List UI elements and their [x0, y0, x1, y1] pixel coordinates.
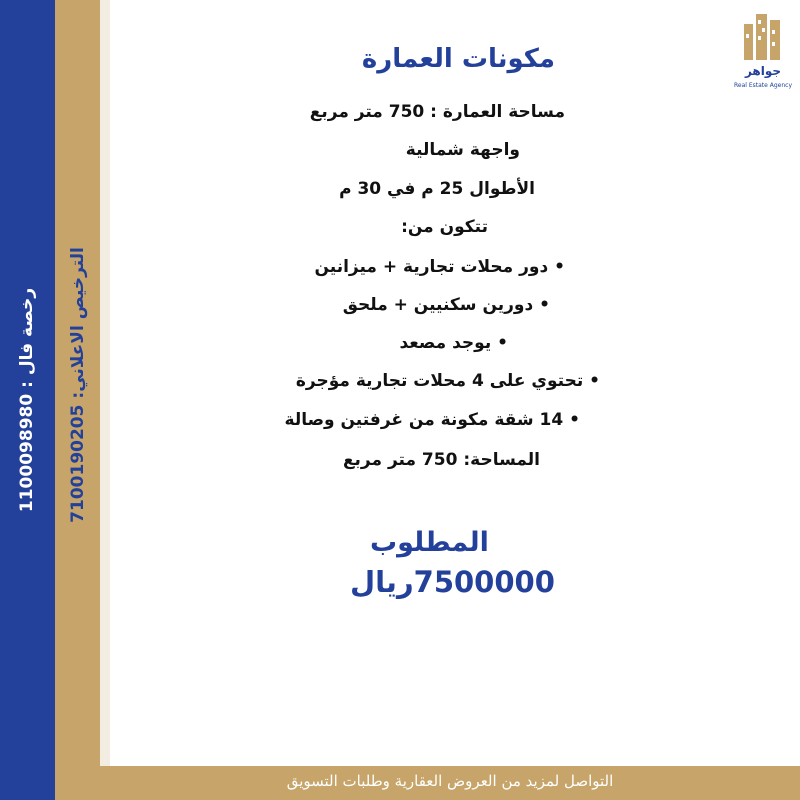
footer-text: التواصل لمزيد من العروض العقارية وطلبات التسويق	[286, 772, 614, 790]
detail-line: • يوجد مصعد	[399, 333, 508, 353]
detail-line: • دورين سكنيين + ملحق	[342, 295, 550, 315]
side-strip-blue	[0, 0, 55, 800]
detail-line: • تحتوي على 4 محلات تجارية مؤجرة	[295, 371, 600, 391]
fal-license-text: رخصة فال : 1100098980	[17, 287, 37, 513]
detail-line: تتكون من:	[401, 217, 488, 237]
detail-line: المساحة: 750 متر مربع	[342, 450, 540, 470]
side-strip-gold	[55, 0, 100, 800]
side-strip-inner	[100, 0, 110, 800]
footer-bar	[100, 766, 800, 800]
logo-name-en: Real Estate Agency	[734, 82, 792, 89]
detail-line: واجهة شمالية	[405, 140, 520, 160]
price-label: المطلوب	[370, 527, 489, 558]
detail-line: • دور محلات تجارية + ميزانين	[314, 257, 565, 277]
ad-license-text: الترخيص الاعلاني: 7100190205	[68, 247, 88, 523]
logo-name-ar: جواهر	[744, 64, 782, 78]
detail-line: • 14 شقة مكونة من غرفتين وصالة	[284, 410, 580, 430]
price-value: 7500000ريال	[350, 565, 555, 599]
page-title: مكونات العمارة	[361, 44, 555, 74]
detail-line: الأطوال 25 م في 30 م	[339, 179, 535, 199]
agency-logo	[734, 10, 792, 94]
tower-logo-icon	[742, 10, 782, 60]
detail-line: مساحة العمارة : 750 متر مربع	[309, 102, 565, 122]
